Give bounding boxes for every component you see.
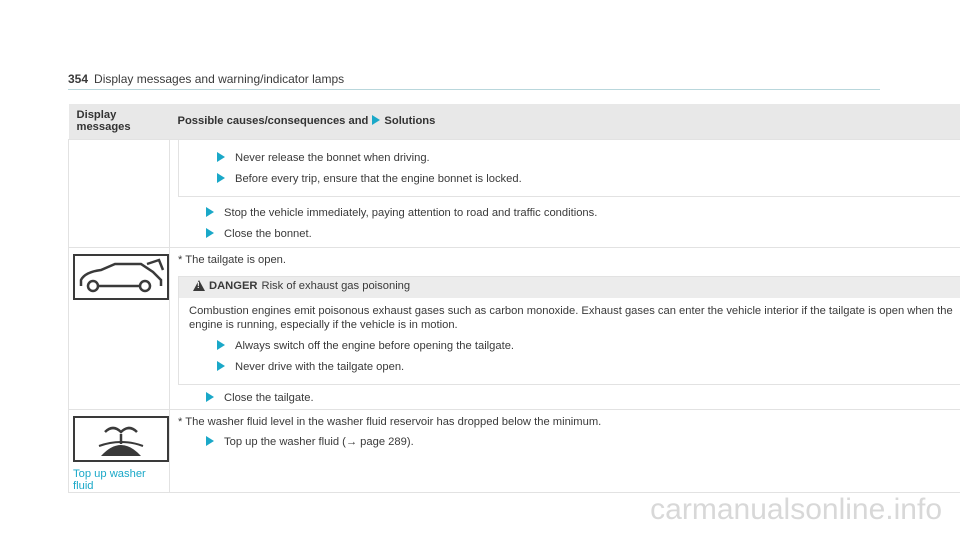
list-item — [178, 388, 960, 409]
list-item — [189, 357, 954, 378]
table-row — [69, 248, 960, 410]
step-text: Close the tailgate. — [224, 392, 314, 404]
arrow-icon — [372, 115, 380, 125]
watermark: carmanualsonline.info — [650, 493, 942, 526]
col-causes-header-text: Possible causes/consequences and — [177, 115, 369, 127]
step-arrow-icon — [206, 207, 214, 217]
solutions-cell — [170, 410, 960, 493]
display-message-cell — [69, 248, 170, 410]
col-causes-header — [170, 104, 960, 140]
cause-text: * The washer fluid level in the washer fluid reservoir has dropped below the minimum. — [178, 416, 602, 428]
messages-table — [68, 104, 960, 493]
step-text: Before every trip, ensure that the engine bonnet is locked. — [235, 173, 522, 185]
step-text: Close the bonnet. — [224, 228, 312, 240]
solutions-cell — [170, 248, 960, 410]
page-number: 354 — [68, 72, 89, 86]
list-item — [189, 148, 954, 169]
page-title: Display messages and warning/indicator lamps — [94, 72, 345, 86]
col-solutions-header-text: Solutions — [384, 115, 436, 127]
list-item — [189, 336, 954, 357]
list-item — [178, 432, 960, 453]
table-row — [69, 140, 960, 248]
step-text: Never release the bonnet when driving. — [235, 152, 430, 164]
step-text: Stop the vehicle immediately, paying attention to road and traffic conditions. — [224, 207, 598, 219]
table-row — [69, 410, 960, 493]
danger-box — [178, 276, 960, 385]
caution-box — [178, 140, 960, 197]
step-arrow-icon — [217, 173, 225, 183]
step-arrow-icon — [206, 392, 214, 402]
step-arrow-icon — [206, 436, 214, 446]
vehicle-tailgate-open-icon — [73, 254, 169, 300]
step-text: Top up the washer fluid (→ page 289). — [224, 436, 414, 448]
step-text: Never drive with the tailgate open. — [235, 361, 405, 373]
step-arrow-icon — [217, 361, 225, 371]
danger-title: DANGER — [209, 280, 258, 292]
header-rule — [68, 89, 880, 90]
table-header-row — [69, 104, 960, 140]
danger-header — [179, 277, 960, 298]
danger-text: Combustion engines emit poisonous exhaust gases such as carbon monoxide. Exhaust gases can enter the vehicle interior if the tailgate is open when the engine is running, especially if the vehicle is in motion. — [189, 305, 953, 331]
list-item — [189, 169, 954, 190]
display-message-cell — [69, 140, 170, 248]
list-item — [178, 224, 960, 245]
cause-text: * The tailgate is open. — [178, 254, 287, 266]
top-up-washer-fluid-message: Top up washer fluid — [73, 468, 146, 492]
step-arrow-icon — [217, 340, 225, 350]
page-header — [68, 72, 344, 86]
warning-triangle-icon — [193, 280, 205, 291]
step-text: Always switch off the engine before opening the tailgate. — [235, 340, 515, 352]
step-arrow-icon — [217, 152, 225, 162]
list-item — [178, 203, 960, 224]
washer-fluid-icon — [73, 416, 169, 462]
col-display-messages-header: Display messages — [69, 104, 170, 140]
display-message-cell — [69, 410, 170, 493]
step-arrow-icon — [206, 228, 214, 238]
danger-subtitle: Risk of exhaust gas poisoning — [261, 280, 411, 292]
solutions-cell — [170, 140, 960, 248]
